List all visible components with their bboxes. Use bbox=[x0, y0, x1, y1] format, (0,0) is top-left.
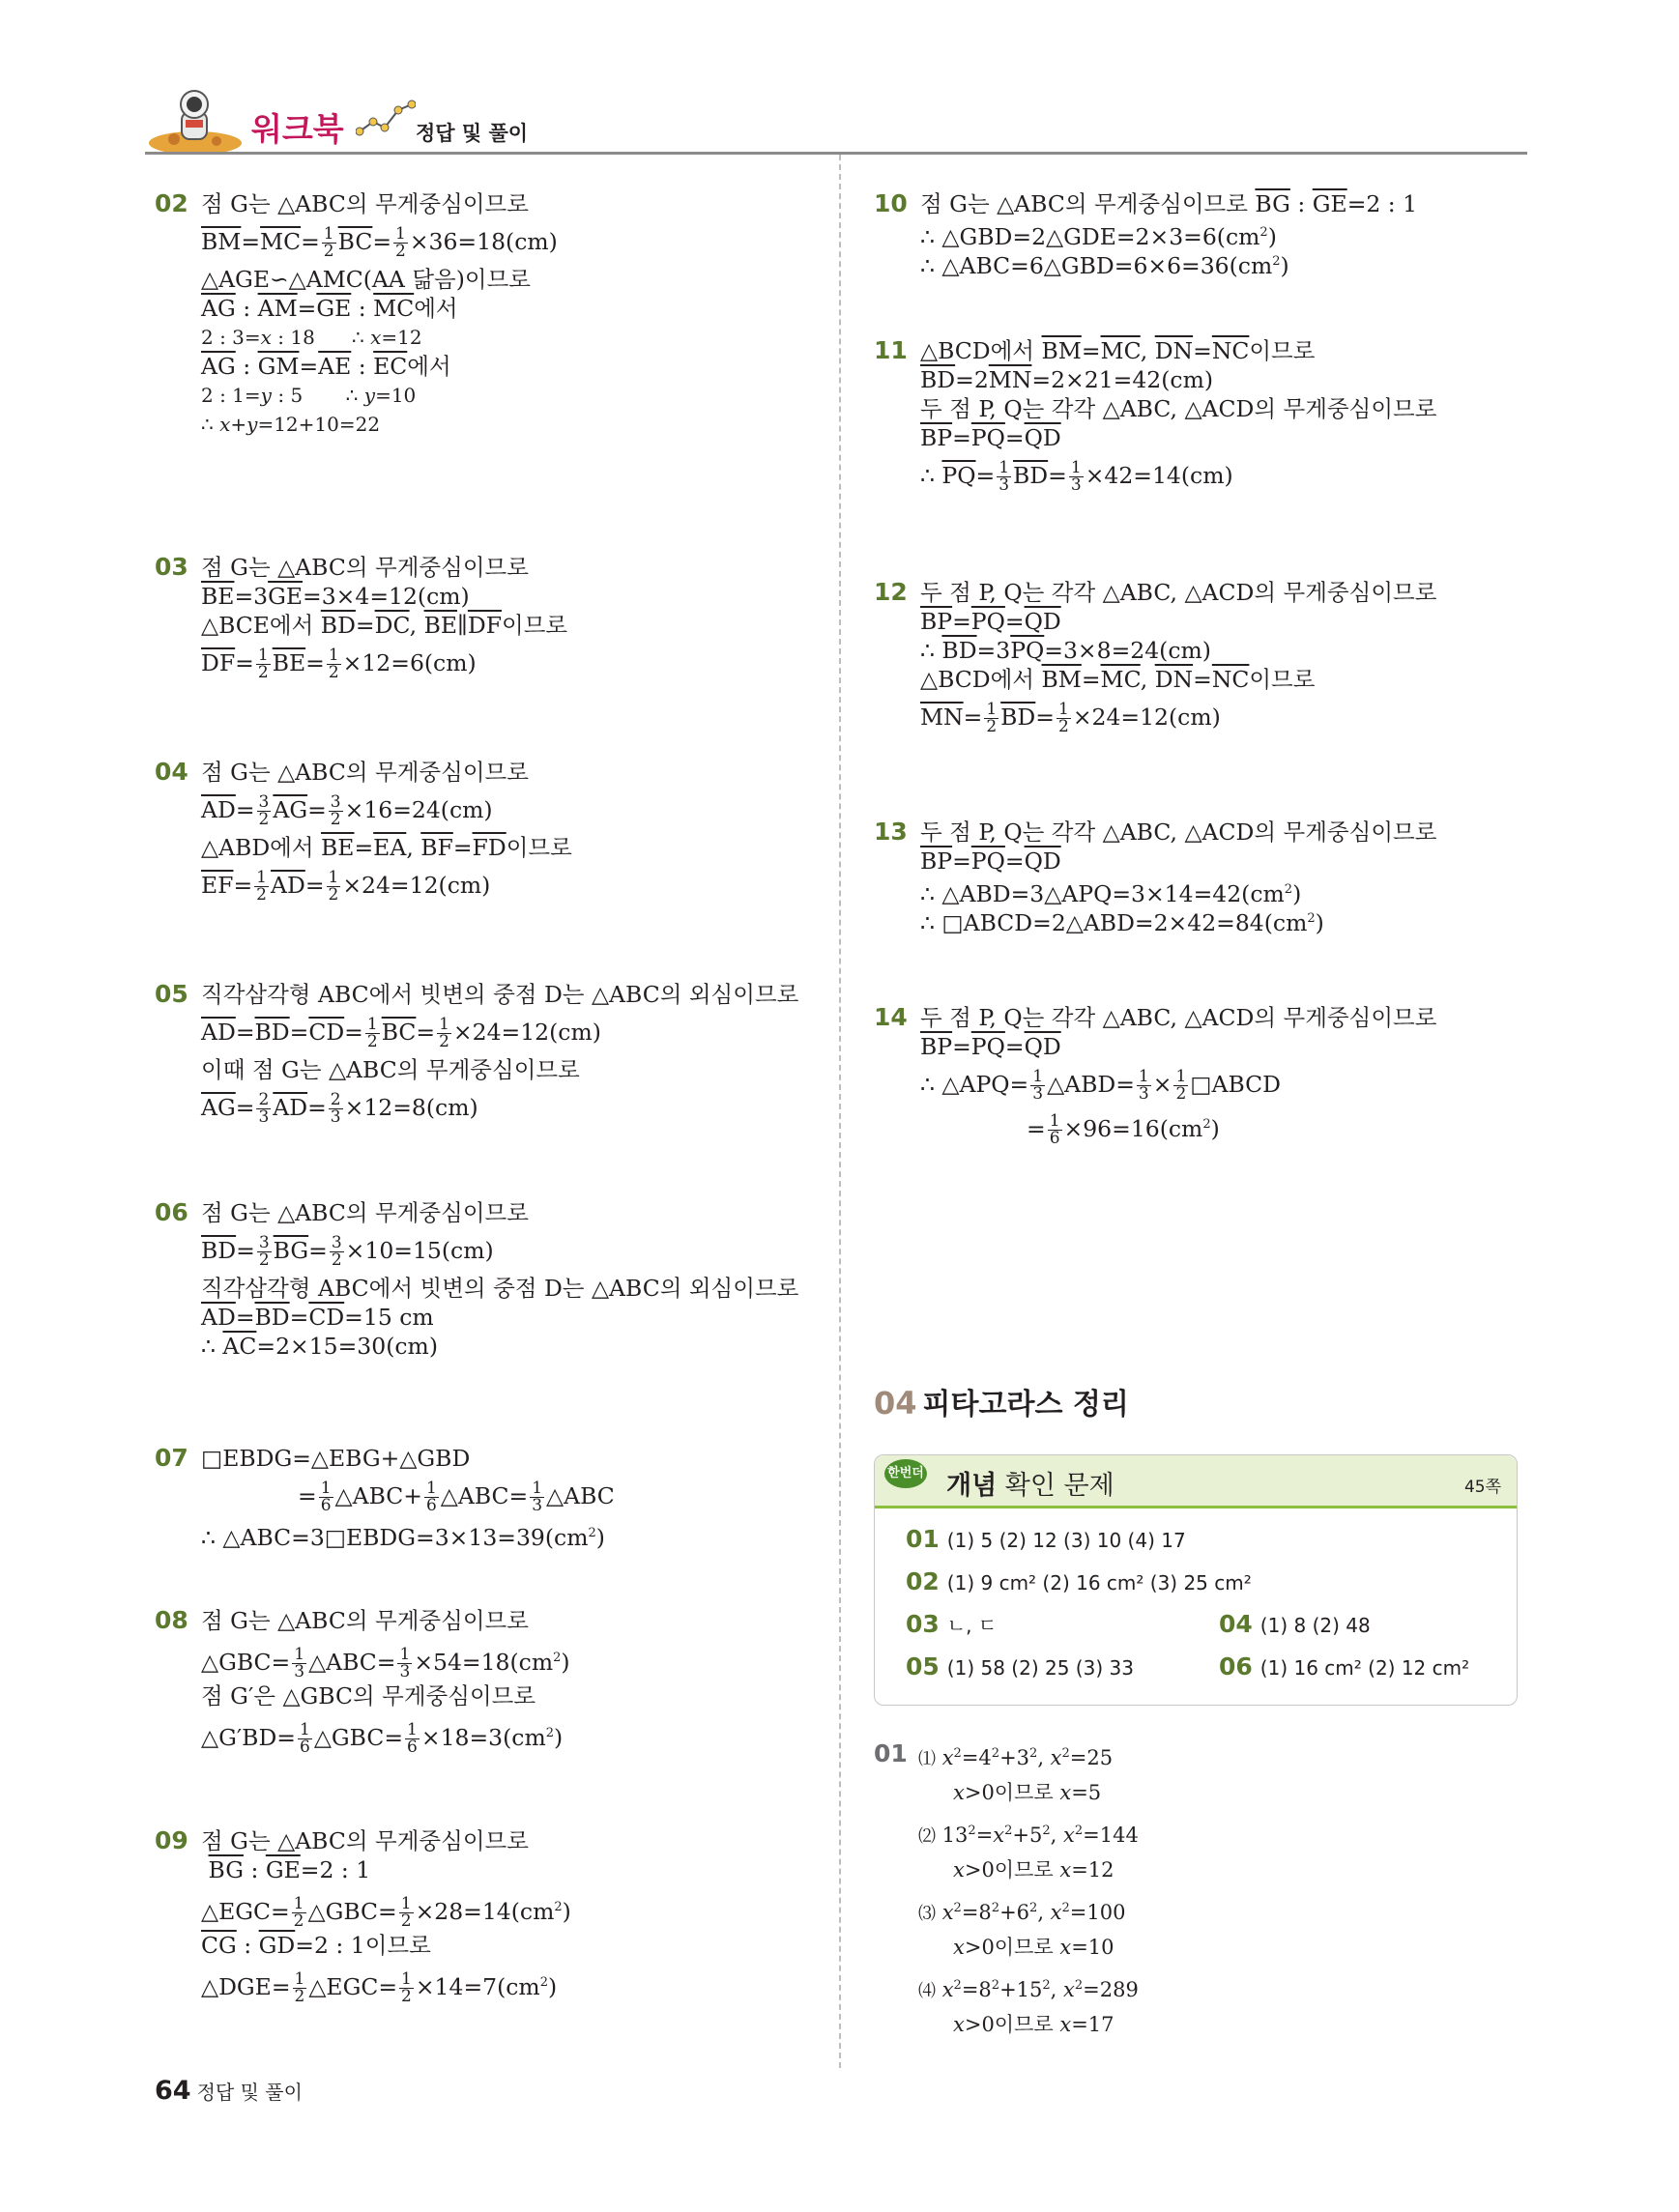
problem-number: 02 bbox=[155, 189, 188, 217]
solution-line: $\overline{AG}$ : $\overline{AM}=\overline{GE}$ : $\overline{MC}$에서 bbox=[201, 295, 458, 322]
solution-line: 점 G는 △ABC의 무게중심이므로 bbox=[201, 759, 529, 786]
solution-line: 점 G는 △ABC의 무게중심이므로 bbox=[201, 1827, 529, 1854]
problem-number: 09 bbox=[155, 1826, 188, 1854]
solution-line: ∴ $□ABCD=2\triangle ABD=2\times 42=84(cm^2)$ bbox=[920, 908, 1324, 936]
solution-line: △DGE= $\frac{1}{2}$ △EGC= $\frac{1}{2}$ $\times 14=7(cm^2)$ bbox=[201, 1968, 558, 2006]
problem-number: 07 bbox=[155, 1444, 188, 1472]
page-header bbox=[145, 79, 1527, 155]
solution-line: $\overline{BP}=\overline{PQ}=\overline{QD}$ bbox=[920, 1033, 1061, 1060]
footer-label: 정답 및 풀이 bbox=[196, 2081, 303, 2104]
solution-line: 두 점 P, Q는 각각 △ABC, △ACD의 무게중심이므로 bbox=[920, 819, 1437, 846]
solution-line: ∴ $\triangle ABC=3□EBDG=3\times 13=39(cm^2)$ bbox=[201, 1523, 605, 1551]
concept-check-box bbox=[874, 1454, 1518, 1706]
solution-line: 2 : 1=y : 5 ∴ y=10 bbox=[201, 384, 417, 407]
solution-line: △EGC= $\frac{1}{2}$ △GBC= $\frac{1}{2}$ $\times 28=14(cm^2)$ bbox=[201, 1893, 571, 1931]
solution-line: △ABD에서 $\overline{BE}=\overline{EA}$, $\overline{BF}=\overline{FD}$이므로 bbox=[201, 834, 572, 861]
page-number: 64 bbox=[155, 2076, 191, 2106]
solution-line: $\overline{BD}=$ $\frac{3}{2}$ $\overline{BG}=$ $\frac{3}{2}$ ×10=15(cm) bbox=[201, 1233, 494, 1270]
problem-number: 04 bbox=[155, 758, 188, 786]
solution-line: $\overline{AG}$ : $\overline{GM}=\overline{AE}$ : $\overline{EC}$에서 bbox=[201, 353, 451, 380]
solution-line: $\overline{EF}=$ $\frac{1}{2}$ $\overline{AD}=$ $\frac{1}{2}$ ×24=12(cm) bbox=[201, 868, 491, 905]
problem-number: 11 bbox=[874, 336, 908, 364]
solution-line: △BCE에서 $\overline{BD}=\overline{DC}$, $\overline{BE}\parallel\overline{DF}$이므로 bbox=[201, 612, 568, 639]
solution-line: 두 점 P, Q는 각각 △ABC, △ACD의 무게중심이므로 bbox=[920, 579, 1437, 606]
solution-line: □EBDG=△EBG+△GBD bbox=[201, 1445, 471, 1472]
solution-line: $\overline{AD}=\overline{BD}=\overline{CD}=15$ cm bbox=[201, 1304, 434, 1331]
solution-line: △BCD에서 $\overline{BM}=\overline{MC}$, $\overline{DN}=\overline{NC}$이므로 bbox=[920, 337, 1316, 364]
solution-line: x>0이므로 x=12 bbox=[953, 1858, 1115, 1882]
solution-line: 두 점 P, Q는 각각 △ABC, △ACD의 무게중심이므로 bbox=[920, 395, 1437, 422]
problem-number: 05 bbox=[155, 980, 188, 1008]
problem-number: 12 bbox=[874, 578, 908, 606]
solution-line: 이때 점 G는 △ABC의 무게중심이므로 bbox=[201, 1056, 580, 1083]
solution-line: $\overline{BP}=\overline{PQ}=\overline{QD}$ bbox=[920, 608, 1061, 635]
solution-line: $\overline{BP}=\overline{PQ}=\overline{QD}$ bbox=[920, 424, 1061, 451]
solution-line: ∴ $\triangle GBD=2\triangle GDE=2\times 3=6(cm^2)$ bbox=[920, 222, 1277, 250]
problem-number: 08 bbox=[155, 1606, 188, 1634]
answer-03: 03 ㄴ, ㄷ bbox=[906, 1610, 998, 1638]
answer-06: 06 (1) 16 cm² (2) 12 cm² bbox=[1219, 1652, 1470, 1681]
solution-line: 2 : 3=x : 18 ∴ x=12 bbox=[201, 326, 422, 349]
solution-line: ∴ x+y=12+10=22 bbox=[201, 413, 381, 436]
solution-line: $\overline{CG}$ : $\overline{GD}=2$ : 1이므로 bbox=[201, 1932, 431, 1959]
solution-line: △G′BD= $\frac{1}{6}$ △GBC= $\frac{1}{6}$ $\times 18=3(cm^2)$ bbox=[201, 1719, 564, 1757]
solution-line: x>0이므로 x=10 bbox=[953, 1936, 1115, 1959]
solution-line: 점 G는 △ABC의 무게중심이므로 bbox=[201, 554, 529, 581]
solution-line: ⑶ $x^2=8^2+6^2$, $x^2=100$ bbox=[918, 1901, 1126, 1924]
solution-line: △AGE∽△AMC(AA 닮음)이므로 bbox=[201, 266, 532, 293]
solution-line: △BCD에서 $\overline{BM}=\overline{MC}$, $\overline{DN}=\overline{NC}$이므로 bbox=[920, 666, 1316, 693]
solution-line: $\overline{AD}=\overline{BD}=\overline{CD}=$ $\frac{1}{2}$ $\overline{BC}=$ $\frac{1}{2}$ ×24=12(cm) bbox=[201, 1015, 601, 1051]
solution-line: 점 G는 △ABC의 무게중심이므로 bbox=[201, 1607, 529, 1634]
solution-line: 직각삼각형 ABC에서 빗변의 중점 D는 △ABC의 외심이므로 bbox=[201, 981, 799, 1008]
solution-line: 점 G′은 △GBC의 무게중심이므로 bbox=[201, 1682, 536, 1709]
problem-number: 13 bbox=[874, 818, 908, 846]
again-badge: 한번더 bbox=[884, 1459, 927, 1488]
solution-line: 두 점 P, Q는 각각 △ABC, △ACD의 무게중심이므로 bbox=[920, 1004, 1437, 1031]
solution-line: ⑴ $x^2=4^2+3^2$, $x^2=25$ bbox=[918, 1746, 1114, 1769]
header-subtitle: 정답 및 풀이 bbox=[416, 122, 529, 145]
answer-01: 01 (1) 5 (2) 12 (3) 10 (4) 17 bbox=[906, 1525, 1186, 1553]
constellation-icon bbox=[356, 99, 416, 145]
solution-line: ∴ △APQ= $\frac{1}{3}$ △ABD= $\frac{1}{3}$ × $\frac{1}{2}$ □ABCD bbox=[920, 1067, 1281, 1104]
solution-line: x>0이므로 x=17 bbox=[953, 2013, 1115, 2036]
solution-line: = $\frac{1}{6}$ $\times 96=16(cm^2)$ bbox=[1027, 1110, 1220, 1148]
section-number: 04 bbox=[874, 1385, 917, 1422]
solution-line: $\overline{BM}=\overline{MC}=$ $\frac{1}{2}$ $\overline{BC}=$ $\frac{1}{2}$ ×36=18(cm) bbox=[201, 224, 558, 261]
solution-line: 점 G는 △ABC의 무게중심이므로 bbox=[201, 190, 529, 217]
solution-line: 직각삼각형 ABC에서 빗변의 중점 D는 △ABC의 외심이므로 bbox=[201, 1275, 799, 1302]
header-rule bbox=[145, 152, 1527, 155]
workbook-title: 워크북 bbox=[251, 110, 344, 148]
concept-box-title: 개념 확인 문제 bbox=[946, 1471, 1115, 1501]
solution-line: ⑵ $13^2=x^2+5^2$, $x^2=144$ bbox=[918, 1824, 1139, 1847]
solution-line: $\overline{BE}=3\overline{GE}=3\times 4=12(cm)$ bbox=[201, 583, 470, 610]
solution-line: $\overline{MN}=$ $\frac{1}{2}$ $\overline{BD}=$ $\frac{1}{2}$ ×24=12(cm) bbox=[920, 700, 1221, 736]
solution-line: ∴ $\overline{BD}=3\overline{PQ}=3\times 8=24(cm)$ bbox=[920, 637, 1211, 664]
solution-line: $\overline{BP}=\overline{PQ}=\overline{QD}$ bbox=[920, 847, 1061, 875]
solution-line: 점 G는 △ABC의 무게중심이므로 $\overline{BG}$ : $\overline{GE}=2$ : 1 bbox=[920, 190, 1418, 217]
problem-number: 10 bbox=[874, 189, 908, 217]
section-name: 피타고라스 정리 bbox=[922, 1388, 1129, 1422]
solution-line: = $\frac{1}{6}$ △ABC+ $\frac{1}{6}$ △ABC= $\frac{1}{3}$ △ABC bbox=[298, 1479, 615, 1515]
solution-line: ⑷ $x^2=8^2+15^2$, $x^2=289$ bbox=[918, 1978, 1139, 2001]
column-divider bbox=[839, 155, 841, 2068]
page-footer bbox=[155, 2076, 303, 2106]
solution-line: 점 G는 △ABC의 무게중심이므로 bbox=[201, 1199, 529, 1226]
solution-line: ∴ $\triangle ABC=6\triangle GBD=6\times 6=36(cm^2)$ bbox=[920, 251, 1289, 279]
concept-box-header bbox=[875, 1455, 1517, 1508]
answer-04: 04 (1) 8 (2) 48 bbox=[1219, 1610, 1371, 1638]
section-title bbox=[874, 1380, 1129, 1422]
solution-line: $\overline{AG}=$ $\frac{2}{3}$ $\overline{AD}=$ $\frac{2}{3}$ ×12=8(cm) bbox=[201, 1090, 478, 1127]
problem-number: 06 bbox=[155, 1198, 188, 1226]
problem-number: 14 bbox=[874, 1003, 908, 1031]
problem-number: 01 bbox=[874, 1739, 908, 1767]
solution-line: $\overline{AD}=$ $\frac{3}{2}$ $\overline{AG}=$ $\frac{3}{2}$ ×16=24(cm) bbox=[201, 792, 493, 829]
solution-line: x>0이므로 x=5 bbox=[953, 1781, 1102, 1804]
solution-line: $\overline{BG}$ : $\overline{GE}=2$ : 1 bbox=[208, 1856, 371, 1883]
solution-line: ∴ $\triangle ABD=3\triangle APQ=3\times 14=42(cm^2)$ bbox=[920, 879, 1302, 907]
answer-05: 05 (1) 58 (2) 25 (3) 33 bbox=[906, 1652, 1134, 1681]
astronaut-mascot-icon bbox=[147, 85, 244, 158]
answer-02: 02 (1) 9 cm² (2) 16 cm² (3) 25 cm² bbox=[906, 1567, 1252, 1595]
page-reference: 45쪽 bbox=[1463, 1478, 1501, 1497]
solution-line: △GBC= $\frac{1}{3}$ △ABC= $\frac{1}{3}$ $\times 54=18(cm^2)$ bbox=[201, 1644, 570, 1681]
solution-line: $\overline{BD}=2\overline{MN}=2\times 21=42(cm)$ bbox=[920, 366, 1214, 393]
solution-line: ∴ $\overline{PQ}=$ $\frac{1}{3}$ $\overline{BD}=$ $\frac{1}{3}$ ×42=14(cm) bbox=[920, 458, 1233, 495]
solution-line: $\overline{DF}=$ $\frac{1}{2}$ $\overline{BE}=$ $\frac{1}{2}$ ×12=6(cm) bbox=[201, 646, 477, 682]
solution-line: ∴ $\overline{AC}=2\times 15=30(cm)$ bbox=[201, 1333, 438, 1360]
problem-number: 03 bbox=[155, 553, 188, 581]
